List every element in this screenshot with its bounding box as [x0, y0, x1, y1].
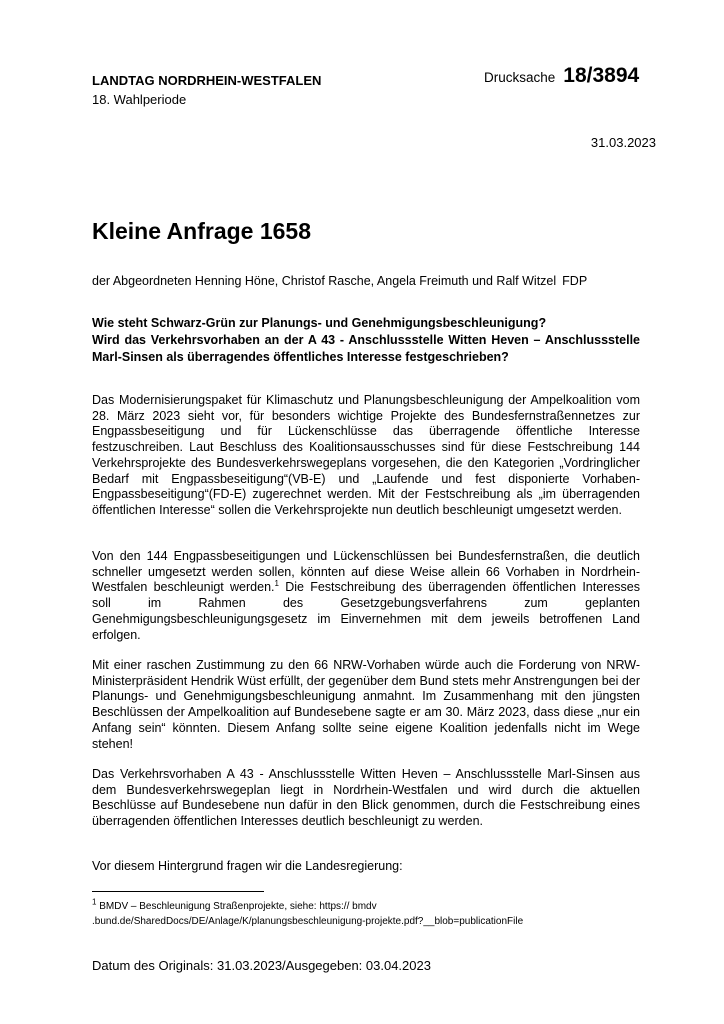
document-date: 31.03.2023: [590, 135, 656, 150]
body-paragraph-5: Vor diesem Hintergrund fragen wir die Landesregierung:: [92, 859, 403, 873]
document-label: Drucksache: [484, 70, 556, 85]
footnote-url: .bund.de/SharedDocs/DE/Anlage/K/planungsbeschleunigung-projekte.pdf?__blob=publicationFile: [92, 916, 524, 927]
footnote-text: BMDV – Beschleunigung Straßenprojekte, siehe: https:// bmdv: [96, 901, 377, 912]
footnote-reference: 1: [274, 579, 279, 589]
page-title: Kleine Anfrage 1658: [92, 218, 312, 244]
footnote-divider: [92, 891, 264, 892]
parliament-name: LANDTAG NORDRHEIN-WESTFALEN: [92, 73, 322, 88]
authors-party: FDP: [562, 274, 588, 288]
body-paragraph-2-text-b: Die Festschreibung des überragenden öffentlichen Interesses soll im Rahmen des Gesetzgebungsverfahrens zum geplanten Genehmigungsbeschleunigungsgesetz im Einvernehmen mit dem jeweils betroffenen Land erfolgen.: [92, 580, 640, 642]
legislative-period: 18. Wahlperiode: [92, 92, 187, 107]
question-line-1: Wie steht Schwarz-Grün zur Planungs- und Genehmigungsbeschleunigung?: [92, 316, 547, 330]
authors-line: [92, 273, 652, 289]
authors-names: der Abgeordneten Henning Höne, Christof Rasche, Angela Freimuth und Ralf Witzel: [92, 274, 557, 288]
body-paragraph-2: [92, 549, 640, 643]
question-heading: [92, 315, 640, 366]
document-number: 18/3894: [563, 64, 640, 87]
document-number-block: [484, 64, 639, 88]
question-line-2: Wird das Verkehrsvorhaben an der A 43 - Anschlussstelle Witten Heven – Anschlussstelle Marl-Sinsen als überragendes öffentliches Interesse festgeschrieben?: [92, 333, 640, 364]
body-paragraph-2-text-a: Von den 144 Engpassbeseitigungen und Lückenschlüssen bei Bundesfernstraßen, die deutlich schneller umgesetzt werden sollen, könnten auf diese Weise allein 66 Vorhaben in Nordrhein-Westfalen beschleunigt werden.: [92, 549, 640, 595]
original-date-footer: Datum des Originals: 31.03.2023/Ausgegeben: 03.04.2023: [92, 958, 431, 973]
footnote: [92, 899, 652, 929]
body-paragraph-4: Das Verkehrsvorhaben A 43 - Anschlussstelle Witten Heven – Anschlussstelle Marl-Sinsen aus dem Bundesverkehrswegeplan liegt in Nordrhein-Westfalen und wird durch die aktuellen Beschlüsse auf Bundesebene nun dafür in den Blick genommen, durch die Festschreibung eines überragenden öffentlichen Interesses deutlich beschleunigt zu werden.: [92, 767, 640, 829]
body-paragraph-1: Das Modernisierungspaket für Klimaschutz und Planungsbeschleunigung der Ampelkoalition vom 28. März 2023 sieht vor, für besonders wichtige Projekte des Bundesfernstraßennetzes zur Engpassbeseitigung und für Lückenschlüsse das überragende öffentliche Interesse festzuschreiben. Laut Beschluss des Koalitionsausschusses sind für diese Festschreibung 144 Verkehrsprojekte des Bundesverkehrswegeplans vorgesehen, die den Kategorien „Vordringlicher Bedarf mit Engpassbeseitigung“(VB-E) und „Laufende und fest disponierte Vorhaben-Engpassbeseitigung“(FD-E) zugerechnet werden. Mit der Festschreibung als „im überragenden öffentlichen Interesse“ sollen die Verkehrsprojekte nun deutlich beschleunigt umgesetzt werden.: [92, 393, 640, 517]
body-paragraph-3: Mit einer raschen Zustimmung zu den 66 NRW-Vorhaben würde auch die Forderung von NRW-Ministerpräsident Hendrik Wüst erfüllt, der gegenüber dem Bund stets mehr Anstrengungen bei der Planungs- und Genehmigungsbeschleunigung anmahnt. Im Zusammenhang mit den jüngsten Beschlüssen der Ampelkoalition auf Bundesebene sagte er am 30. März 2023, dass diese „nur ein Anfang sein“ könnten. Diesem Anfang sollte seine eigene Koalition jedenfalls nicht im Wege stehen!: [92, 658, 640, 751]
footnote-marker: 1: [92, 897, 97, 907]
